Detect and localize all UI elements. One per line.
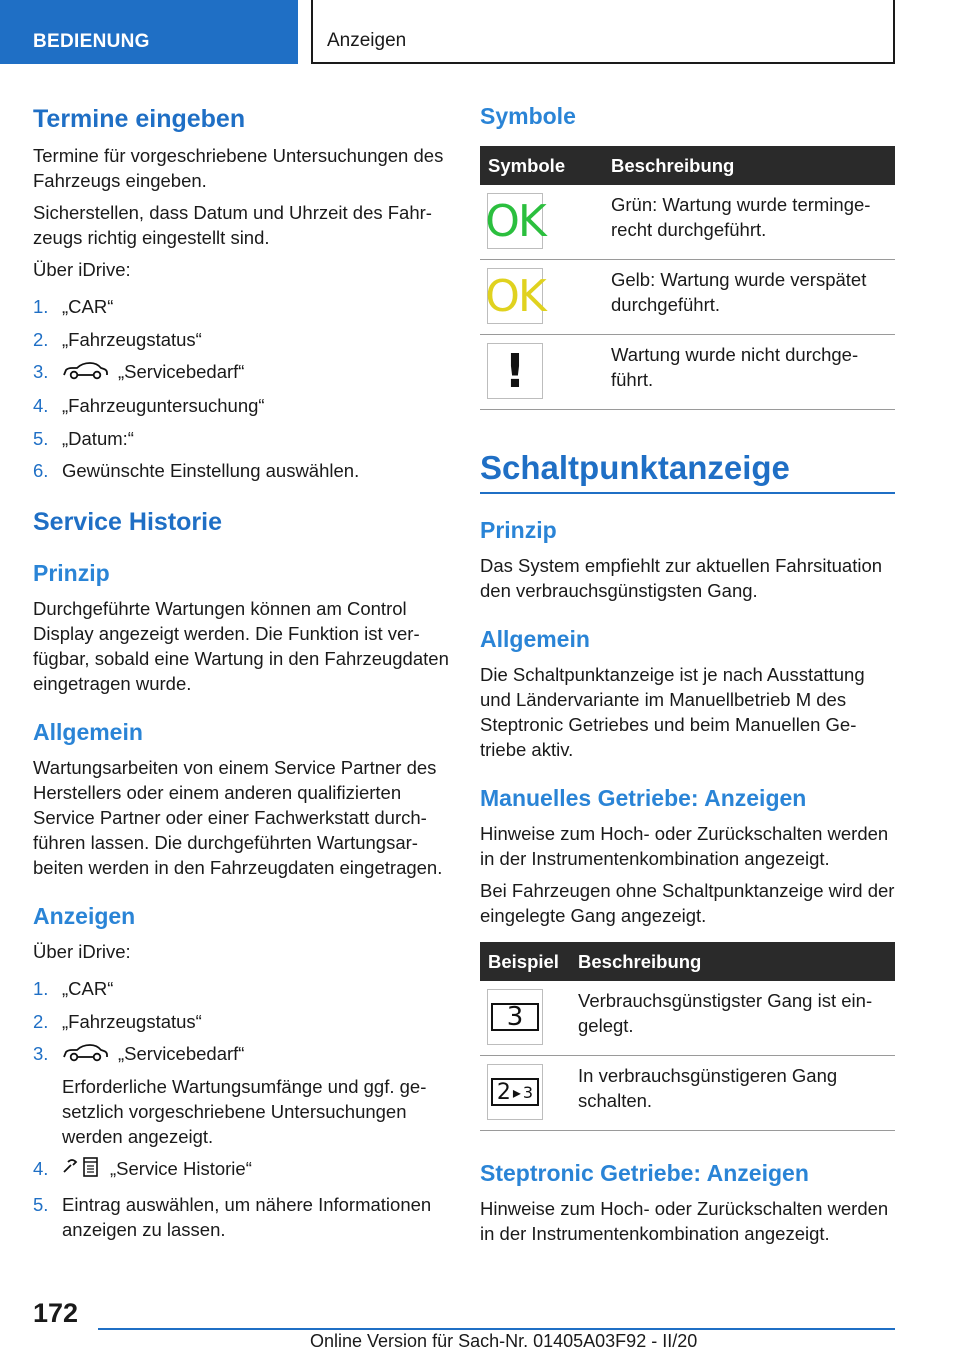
- step-text: „Service Historie“: [110, 1158, 252, 1180]
- heading-steptronic: Steptronic Getriebe: Anzeigen: [480, 1160, 809, 1186]
- desc-cell: Grün: Wartung wurde termingerecht durchgeführt.: [603, 185, 895, 260]
- paragraph: Wartungsarbeiten von einem Service Partner des Herstellers oder einem anderen qualifizierten Service Partner oder einer Fachwerkstatt durchführen lassen. Die durchgeführten Wartungsarbeiten werden in den Fahrzeugdaten eingetragen.: [33, 757, 443, 879]
- list-item: [33, 426, 449, 451]
- heading-manuelles-getriebe: Manuelles Getriebe: Anzeigen: [480, 785, 807, 811]
- step-text: „CAR“: [62, 296, 114, 317]
- heading-service-historie: Service Historie: [33, 508, 222, 537]
- paragraph: Termine für vorgeschriebene Untersuchungen des Fahrzeugs eingeben.: [33, 145, 444, 191]
- gear-table: [480, 942, 895, 1131]
- list-item: [33, 393, 449, 418]
- step-text: „Servicebedarf“: [118, 1043, 245, 1065]
- icon-cell: [480, 185, 603, 260]
- ok-label: OK: [485, 195, 545, 247]
- heading-allgemein: Allgemein: [480, 626, 590, 652]
- icon-cell: [480, 335, 603, 410]
- heading-schaltpunktanzeige: Schaltpunktanzeige: [480, 446, 895, 494]
- step-number: 3.: [33, 361, 49, 382]
- desc-cell: Verbrauchsgünstigster Gang ist eingelegt.: [570, 981, 895, 1056]
- car-icon: [62, 1043, 108, 1068]
- gear-number: 3: [491, 1003, 539, 1031]
- paragraph: Die Schaltpunktanzeige ist je nach Ausstattung und Ländervariante im Manuellbetrieb M des Steptronic Getriebes und beim Manuellen Getriebe aktiv.: [480, 664, 865, 760]
- table-row: [480, 335, 895, 410]
- paragraph: Sicherstellen, dass Datum und Uhrzeit des Fahrzeugs richtig eingestellt sind.: [33, 202, 432, 248]
- heading-prinzip: Prinzip: [480, 517, 557, 543]
- exclamation-label: !: [504, 343, 526, 398]
- gear-indicator-icon: [487, 989, 543, 1045]
- step-number: 4.: [33, 395, 49, 417]
- paragraph: Über iDrive:: [33, 259, 131, 280]
- step-list-termine: [33, 294, 449, 483]
- table-header: Beispiel: [480, 942, 570, 981]
- table-row: [480, 260, 895, 335]
- list-item: [33, 1156, 449, 1184]
- page-number: 172: [33, 1298, 79, 1328]
- left-column: [33, 100, 449, 1249]
- exclamation-icon: [487, 343, 543, 399]
- symbol-table: [480, 146, 895, 410]
- desc-cell: Gelb: Wartung wurde verspätet durchgeführt.: [603, 260, 895, 335]
- gear-target: 3: [522, 1082, 534, 1102]
- step-number: 5.: [33, 1193, 49, 1215]
- step-text: „Fahrzeuguntersuchung“: [62, 395, 265, 417]
- desc-cell: In verbrauchsgünstigeren Gang schalten.: [570, 1056, 895, 1131]
- list-item: [33, 1192, 449, 1242]
- table-header-row: [480, 146, 895, 185]
- list-item: [33, 1041, 449, 1149]
- heading-anzeigen: Anzeigen: [33, 903, 136, 930]
- step-text: Eintrag auswählen, um nähere Informationen anzeigen zu lassen.: [62, 1193, 432, 1240]
- footer-online-version: Online Version für Sach-Nr. 01405A03F92 - II/20: [310, 1331, 698, 1351]
- step-number: 6.: [33, 460, 49, 482]
- table-row: [480, 981, 895, 1056]
- table-row: [480, 185, 895, 260]
- section-tab: [0, 0, 298, 64]
- heading-allgemein: Allgemein: [33, 719, 143, 746]
- step-text: „CAR“: [62, 978, 114, 1000]
- step-subtext: Erforderliche Wartungsumfänge und ggf. gesetzlich vorgeschriebene Untersuchungen werden angezeigt.: [62, 1075, 427, 1147]
- icon-cell: [480, 260, 603, 335]
- list-item: [33, 359, 449, 386]
- table-header: Beschreibung: [603, 146, 895, 185]
- step-number: 3.: [33, 1043, 49, 1065]
- list-item: [33, 458, 449, 483]
- icon-cell: [480, 981, 570, 1056]
- list-item: [33, 327, 449, 352]
- icon-cell: [480, 1056, 570, 1131]
- desc-cell: Wartung wurde nicht durchgeführt.: [603, 335, 895, 410]
- step-text: „Servicebedarf“: [118, 361, 245, 382]
- arrow-right-icon: ▸: [512, 1082, 521, 1102]
- list-item: [33, 976, 449, 1001]
- chapter-label: Anzeigen: [327, 30, 407, 51]
- heading-prinzip: Prinzip: [33, 560, 110, 587]
- step-number: 4.: [33, 1158, 49, 1180]
- car-icon: [62, 361, 108, 386]
- step-text: „Fahrzeugstatus“: [62, 1010, 202, 1032]
- ok-label: OK: [485, 270, 545, 322]
- list-item: [33, 1009, 449, 1034]
- table-header-row: [480, 942, 895, 981]
- table-header: Beschreibung: [570, 942, 895, 981]
- step-number: 1.: [33, 296, 49, 317]
- step-number: 5.: [33, 427, 49, 449]
- paragraph: Über iDrive:: [33, 941, 131, 963]
- ok-yellow-icon: [487, 268, 543, 324]
- paragraph: Durchgeführte Wartungen können am Control Display angezeigt werden. Die Funktion ist verfügbar, sobald eine Wartung in den Fahrzeugdaten eingetragen wurde.: [33, 598, 449, 695]
- paragraph: Bei Fahrzeugen ohne Schaltpunktanzeige wird der eingelegte Gang angezeigt.: [480, 880, 895, 926]
- step-list-anzeigen: [33, 976, 449, 1242]
- shift-up-icon: [487, 1064, 543, 1120]
- list-item: [33, 294, 449, 319]
- heading-termine: Termine eingeben: [33, 105, 246, 133]
- paragraph: Hinweise zum Hoch- oder Zurückschalten werden in der Instrumentenkombination angezeigt.: [480, 1198, 889, 1244]
- step-text: „Datum:“: [62, 427, 134, 449]
- paragraph: Das System empfiehlt zur aktuellen Fahrsituation den verbrauchsgünstigsten Gang.: [480, 555, 883, 601]
- step-number: 2.: [33, 328, 49, 350]
- gear-current: 2: [496, 1079, 511, 1105]
- service-history-icon: [62, 1156, 100, 1184]
- footer-divider: [98, 1328, 895, 1330]
- right-column: [480, 100, 895, 1246]
- step-number: 1.: [33, 978, 49, 1000]
- heading-symbole: Symbole: [480, 103, 576, 129]
- table-row: [480, 1056, 895, 1131]
- step-text: „Fahrzeugstatus“: [62, 328, 202, 350]
- step-text: Gewünschte Einstellung auswählen.: [62, 460, 360, 482]
- chapter-header: [311, 0, 895, 64]
- section-label: BEDIENUNG: [33, 31, 150, 52]
- table-header: Symbole: [480, 146, 603, 185]
- paragraph: Hinweise zum Hoch- oder Zurückschalten werden in der Instrumentenkombination angezeigt.: [480, 823, 889, 869]
- ok-green-icon: [487, 193, 543, 249]
- step-number: 2.: [33, 1010, 49, 1032]
